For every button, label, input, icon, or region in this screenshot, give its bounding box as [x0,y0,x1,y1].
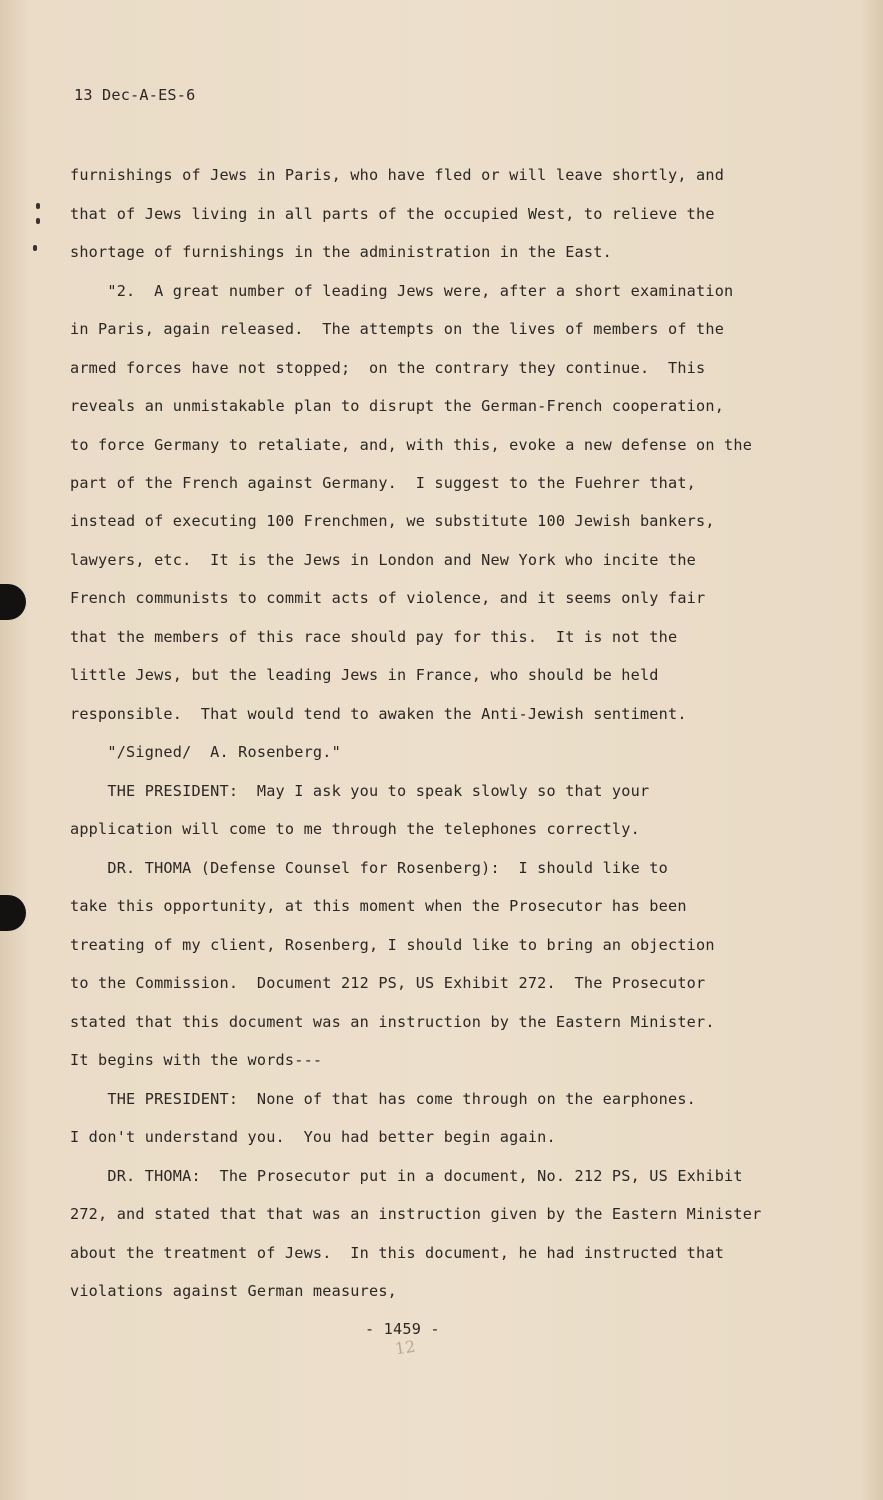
text-line: reveals an unmistakable plan to disrupt the German-French cooperation, [70,397,725,415]
text-line: take this opportunity, at this moment when the Prosecutor has been [70,897,687,915]
text-line: DR. THOMA (Defense Counsel for Rosenberg): I should like to [70,859,668,877]
text-line: 272, and stated that that was an instruction given by the Eastern Minister [70,1205,762,1223]
text-line: It begins with the words--- [70,1051,323,1069]
text-line: application will come to me through the telephones correctly. [70,820,640,838]
text-line: about the treatment of Jews. In this document, he had instructed that [70,1244,725,1262]
text-line: "2. A great number of leading Jews were, after a short examination [70,282,734,300]
handwritten-note: 12 [393,1336,417,1359]
text-line: instead of executing 100 Frenchmen, we substitute 100 Jewish bankers, [70,512,715,530]
text-line: to the Commission. Document 212 PS, US Exhibit 272. The Prosecutor [70,974,706,992]
text-line: I don't understand you. You had better begin again. [70,1128,556,1146]
margin-mark [36,218,40,224]
page-number: - 1459 - [365,1320,440,1338]
text-line: responsible. That would tend to awaken the Anti-Jewish sentiment. [70,705,687,723]
text-line: "/Signed/ A. Rosenberg." [70,743,341,761]
document-header: 13 Dec-A-ES-6 [74,86,196,104]
text-line: treating of my client, Rosenberg, I should like to bring an objection [70,936,715,954]
text-line: THE PRESIDENT: May I ask you to speak slowly so that your [70,782,650,800]
text-line: in Paris, again released. The attempts on the lives of members of the [70,320,725,338]
text-line: that of Jews living in all parts of the occupied West, to relieve the [70,205,715,223]
text-line: little Jews, but the leading Jews in France, who should be held [70,666,659,684]
margin-mark [36,203,40,209]
text-line: furnishings of Jews in Paris, who have fled or will leave shortly, and [70,166,725,184]
text-line: shortage of furnishings in the administration in the East. [70,243,612,261]
text-line: stated that this document was an instruction by the Eastern Minister. [70,1013,715,1031]
text-line: that the members of this race should pay for this. It is not the [70,628,678,646]
text-line: to force Germany to retaliate, and, with this, evoke a new defense on the [70,436,753,454]
text-line: violations against German measures, [70,1282,398,1300]
text-line: armed forces have not stopped; on the contrary they continue. This [70,359,706,377]
text-line: part of the French against Germany. I suggest to the Fuehrer that, [70,474,697,492]
punch-hole [0,584,26,620]
punch-hole [0,895,26,931]
text-line: THE PRESIDENT: None of that has come through on the earphones. [70,1090,697,1108]
text-line: DR. THOMA: The Prosecutor put in a document, No. 212 PS, US Exhibit [70,1167,743,1185]
text-line: French communists to commit acts of violence, and it seems only fair [70,589,706,607]
text-line: lawyers, etc. It is the Jews in London and New York who incite the [70,551,697,569]
margin-mark [33,245,37,251]
